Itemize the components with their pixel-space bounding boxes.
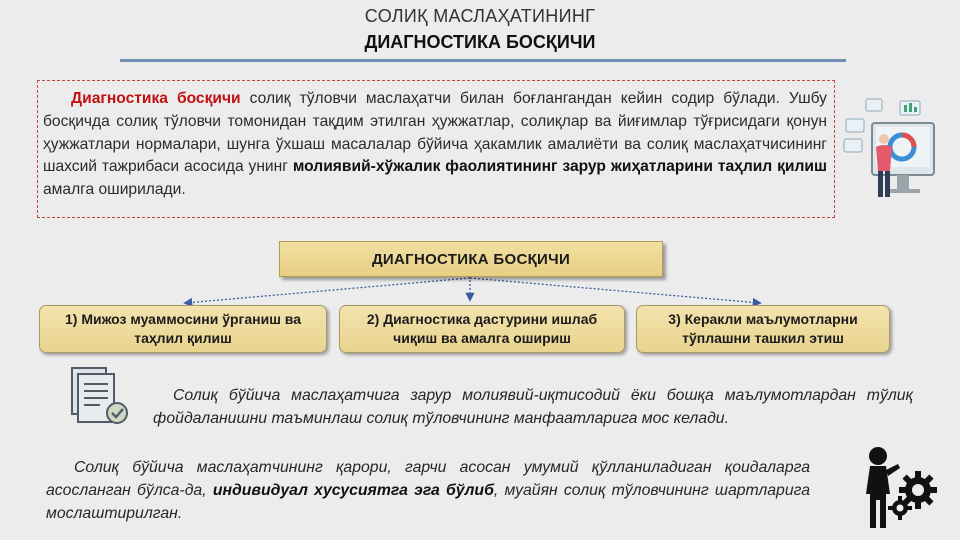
step-box-2: 2) Диагностика дастурини ишлаб чиқиш ва амалга ошириш [339,305,625,353]
step-box-3: 3) Керакли маълумотларни тўплашни ташкил этиш [636,305,890,353]
diagnostics-stage-box: ДИАГНОСТИКА БОСҚИЧИ [279,241,663,277]
step-box-1: 1) Мижоз муаммосини ўрганиш ва таҳлил қилиш [39,305,327,353]
intro-text-1: солиқ тўловчи маслаҳатчи билан боғлангандан кейин содир бўлади. Ушбу босқичда солиқ тўловчи томонидан тақдим этилган ҳужжатлар, солиқлар ва йиғимлар тўғрисидаги қонун ҳужжатлари нормалари, шунга ўхшаш масалалар бўйича ҳакамлик амалиёти ва солиқ маслаҳатчисининг шахсий тажрибаси асосида унинг [43,90,827,176]
intro-highlight: Диагностика босқичи [71,90,241,107]
paragraph-3 [46,456,810,525]
paragraph-3-text-2: , муайян солиқ тўловчининг шартларига мослаштирилган. [46,482,811,522]
document-check-icon [68,366,134,432]
paragraph-2 [153,384,913,430]
thinking-person-gears-icon [856,444,938,530]
paragraph-2-text: Солиқ бўйича маслаҳатчига зарур молиявий-иқтисодий ёки бошқа маълумотлардан тўлиқ фойдаланишни таъминлаш солиқ тўловчининг манфаатларига мос келади. [153,387,913,427]
page-title-line2: ДИАГНОСТИКА БОСҚИЧИ [364,32,596,52]
page-title-line1: СОЛИҚ МАСЛАҲАТИНИНГ [364,6,596,26]
intro-paragraph [43,88,827,202]
title-underline [120,59,846,62]
intro-text-2: амалга оширилади. [43,181,186,199]
paragraph-3-bold: индивидуал хусусиятга эга бўлиб [212,482,494,499]
paragraph-3-text-1: Солиқ бўйича маслаҳатчининг қарори, гарчи асосан умумий қўлланиладиган қоидаларга асосланган бўлса-да, [46,459,810,499]
intro-bold: молиявий-хўжалик фаолиятининг зарур жиҳатларини таҳлил қилиш [292,158,827,176]
analytics-dashboard-illustration [842,95,938,205]
